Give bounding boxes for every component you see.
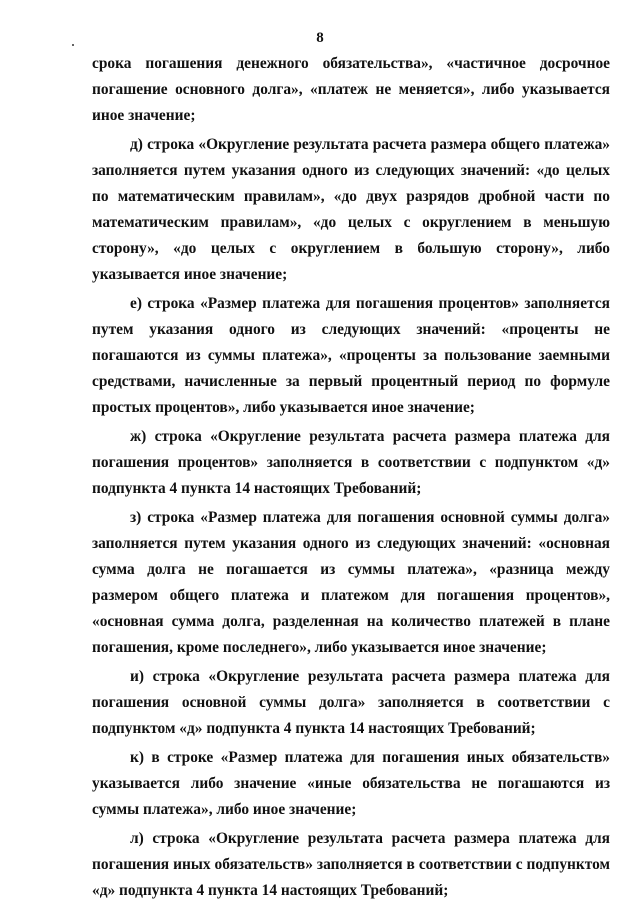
paragraph-item-i: и) строка «Округление результата расчета размера платежа для погашения основной суммы долга» заполняется в соответствии с подпунктом «д» подпункта 4 пункта 14 настоящих Требований; (92, 668, 610, 737)
document-body (92, 51, 610, 907)
paragraph-item-d: д) строка «Округление результата расчета размера общего платежа» заполняется путем указания одного из следующих значений: «до целых по математическим правилам», «до двух разрядов дробной части по математическим правилам», «до целых с округлением в меньшую сторону», «до целых с округлением в большую сторону», либо указывается иное значение; (92, 136, 610, 283)
paragraph-item-e: е) строка «Размер платежа для погашения процентов» заполняется путем указания одного из следующих значений: «проценты не погашаются из суммы платежа», «проценты за пользование заемными средствами, начисленные за первый процентный период по формуле простых процентов», либо указывается иное значение; (92, 295, 610, 416)
paragraph-item-zh: ж) строка «Округление результата расчета размера платежа для погашения процентов» заполняется в соответствии с подпунктом «д» подпункта 4 пункта 14 настоящих Требований; (92, 428, 610, 497)
paragraph-item-z: з) строка «Размер платежа для погашения основной суммы долга» заполняется путем указания одного из следующих значений: «основная сумма долга не погашается из суммы платежа», «разница между размером общего платежа и платежом для погашения процентов», «основная сумма долга, разделенная на количество платежей в плане погашения, кроме последнего», либо указывается иное значение; (92, 509, 610, 656)
scan-speck (72, 44, 74, 46)
page-number: 8 (316, 30, 324, 46)
paragraph-item-l: л) строка «Округление результата расчета размера платежа для погашения иных обязательств» заполняется в соответствии с подпунктом «д» подпункта 4 пункта 14 настоящих Требований; (92, 830, 610, 899)
paragraph-continuation: срока погашения денежного обязательства», «частичное досрочное погашение основного долга», «платеж не меняется», либо указывается иное значение; (92, 55, 610, 124)
paragraph-item-k: к) в строке «Размер платежа для погашения иных обязательств» указывается либо значение «иные обязательства не погашаются из суммы платежа», либо иное значение; (92, 749, 610, 818)
